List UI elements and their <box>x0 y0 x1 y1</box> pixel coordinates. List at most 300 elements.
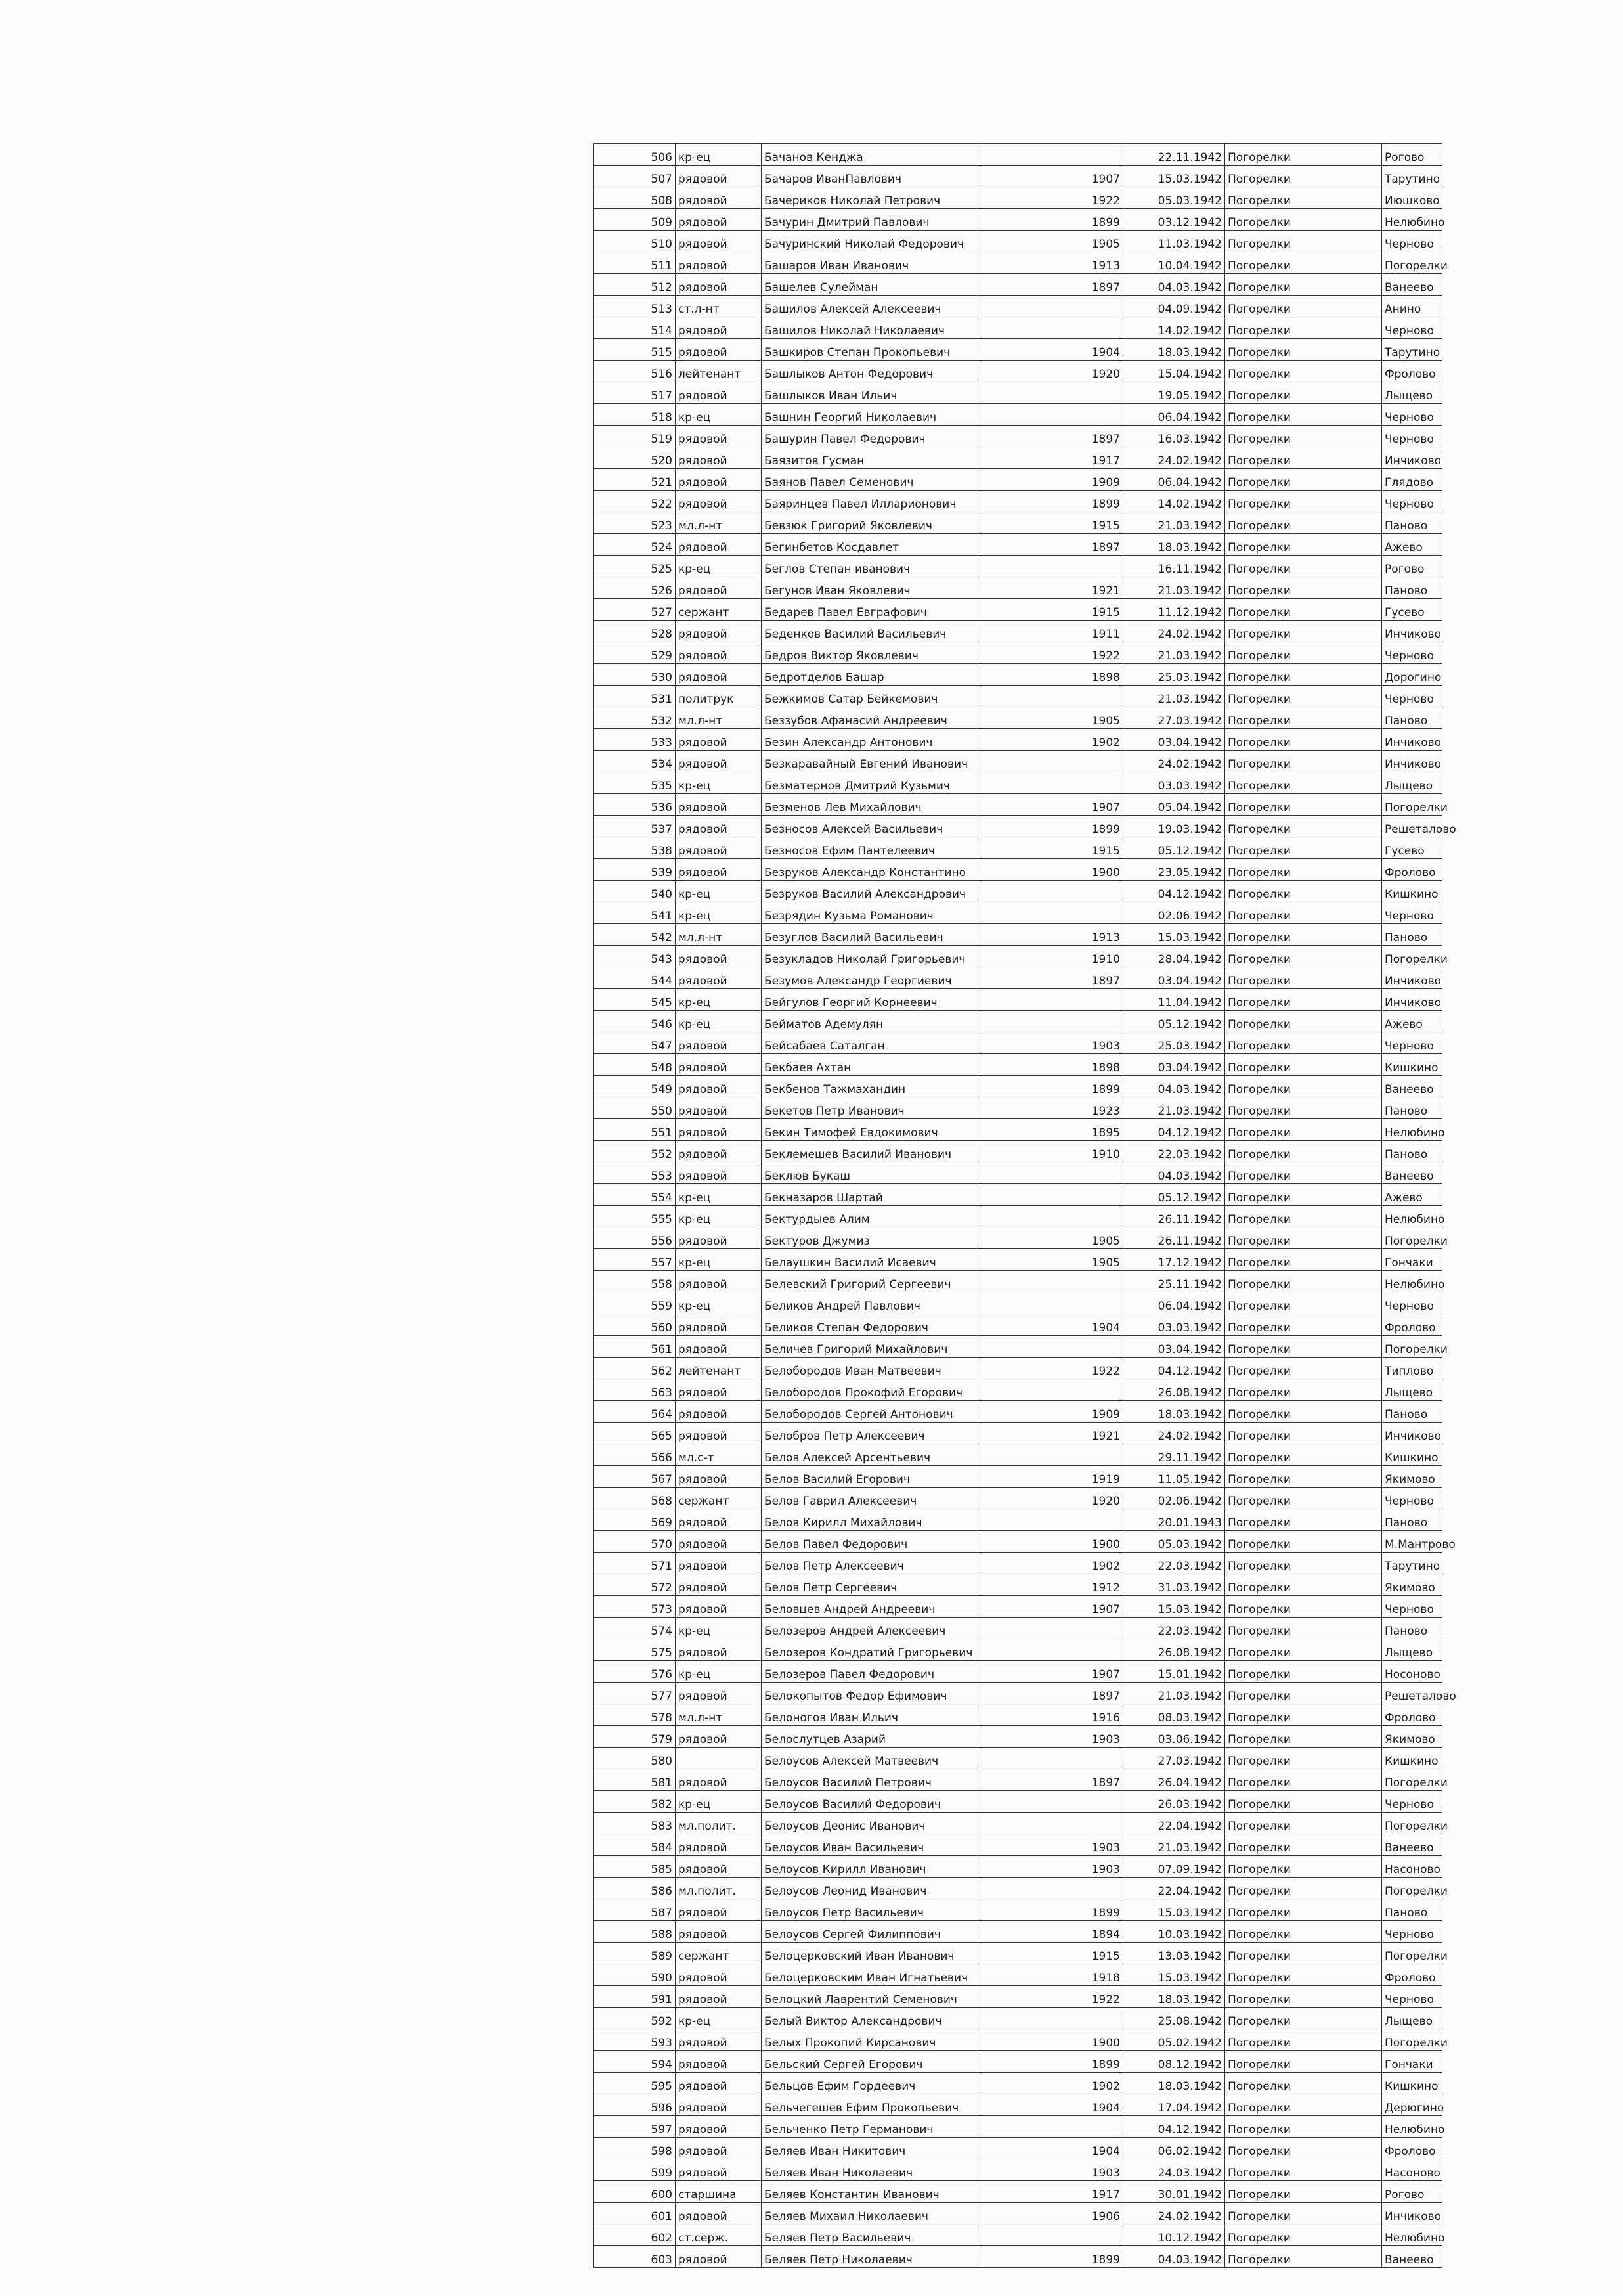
birth-year-cell <box>978 686 1123 707</box>
table-row <box>594 1292 1442 1314</box>
burial-place-cell: Погорелки <box>1225 187 1382 209</box>
full-name-cell: Безкаравайный Евгений Иванович <box>762 751 978 772</box>
full-name-cell: Белобородов Прокофий Егорович <box>762 1379 978 1401</box>
row-number-cell: 584 <box>594 1834 676 1856</box>
table-row <box>594 1769 1442 1791</box>
burial-place-cell: Погорелки <box>1225 1813 1382 1834</box>
reburial-village-cell: М.Мантрово <box>1382 1531 1442 1553</box>
burial-place-cell: Погорелки <box>1225 1769 1382 1791</box>
military-rank-cell: кр-ец <box>676 1184 762 1206</box>
birth-year-cell <box>978 1011 1123 1032</box>
reburial-village-cell: Ванеево <box>1382 1162 1442 1184</box>
birth-year-cell: 1915 <box>978 837 1123 859</box>
table-row <box>594 1141 1442 1162</box>
death-date-cell: 28.04.1942 <box>1123 946 1225 967</box>
birth-year-cell: 1904 <box>978 1314 1123 1336</box>
birth-year-cell: 1922 <box>978 1986 1123 2008</box>
reburial-village-cell: Паново <box>1382 577 1442 599</box>
table-row <box>594 686 1442 707</box>
row-number-cell: 601 <box>594 2203 676 2224</box>
reburial-village-cell: Погорелки <box>1382 1813 1442 1834</box>
table-row <box>594 1553 1442 1574</box>
row-number-cell: 519 <box>594 426 676 447</box>
full-name-cell: Башкиров Степан Прокопьевич <box>762 339 978 361</box>
death-date-cell: 22.03.1942 <box>1123 1141 1225 1162</box>
full-name-cell: Безрядин Кузьма Романович <box>762 902 978 924</box>
military-rank-cell: рядовой <box>676 469 762 491</box>
birth-year-cell: 1916 <box>978 1704 1123 1726</box>
table-row <box>594 1314 1442 1336</box>
table-row <box>594 729 1442 751</box>
death-date-cell: 14.02.1942 <box>1123 491 1225 512</box>
full-name-cell: Безменов Лев Михайлович <box>762 794 978 816</box>
table-row <box>594 2246 1442 2268</box>
burial-place-cell: Погорелки <box>1225 1899 1382 1921</box>
table-row <box>594 1639 1442 1661</box>
military-rank-cell: рядовой <box>676 837 762 859</box>
military-rank-cell: рядовой <box>676 2029 762 2051</box>
birth-year-cell: 1909 <box>978 1401 1123 1423</box>
burial-place-cell: Погорелки <box>1225 2073 1382 2094</box>
death-date-cell: 15.01.1942 <box>1123 1661 1225 1683</box>
row-number-cell: 582 <box>594 1791 676 1813</box>
table-row <box>594 1943 1442 1964</box>
death-date-cell: 04.12.1942 <box>1123 1119 1225 1141</box>
military-rank-cell: рядовой <box>676 252 762 274</box>
full-name-cell: Беззубов Афанасий Андреевич <box>762 707 978 729</box>
reburial-village-cell: Паново <box>1382 1401 1442 1423</box>
row-number-cell: 594 <box>594 2051 676 2073</box>
full-name-cell: Белобров Петр Алексеевич <box>762 1423 978 1444</box>
military-rank-cell <box>676 1748 762 1769</box>
death-date-cell: 05.12.1942 <box>1123 1011 1225 1032</box>
death-date-cell: 04.03.1942 <box>1123 1076 1225 1097</box>
birth-year-cell: 1905 <box>978 1249 1123 1271</box>
reburial-village-cell: Кишкино <box>1382 1054 1442 1076</box>
row-number-cell: 524 <box>594 534 676 556</box>
table-row <box>594 1119 1442 1141</box>
burial-place-cell: Погорелки <box>1225 1878 1382 1899</box>
reburial-village-cell: Погорелки <box>1382 252 1442 274</box>
full-name-cell: Безруков Василий Александрович <box>762 881 978 902</box>
row-number-cell: 517 <box>594 382 676 404</box>
full-name-cell: Белевский Григорий Сергеевич <box>762 1271 978 1292</box>
birth-year-cell: 1899 <box>978 2246 1123 2268</box>
table-row <box>594 2008 1442 2029</box>
table-row <box>594 1596 1442 1618</box>
birth-year-cell: 1917 <box>978 447 1123 469</box>
reburial-village-cell: Фролово <box>1382 1704 1442 1726</box>
birth-year-cell <box>978 1184 1123 1206</box>
burial-place-cell: Погорелки <box>1225 1466 1382 1488</box>
row-number-cell: 529 <box>594 642 676 664</box>
table-row <box>594 816 1442 837</box>
military-rank-cell: кр-ец <box>676 556 762 577</box>
full-name-cell: Бекбенов Тажмахандин <box>762 1076 978 1097</box>
reburial-village-cell: Инчиково <box>1382 621 1442 642</box>
reburial-village-cell: Лыщево <box>1382 382 1442 404</box>
full-name-cell: Безуглов Василий Васильевич <box>762 924 978 946</box>
death-date-cell: 05.02.1942 <box>1123 2029 1225 2051</box>
birth-year-cell: 1921 <box>978 1423 1123 1444</box>
table-row <box>594 1358 1442 1379</box>
reburial-village-cell: Якимово <box>1382 1466 1442 1488</box>
burial-place-cell: Погорелки <box>1225 2246 1382 2268</box>
burial-place-cell: Погорелки <box>1225 924 1382 946</box>
table-row <box>594 1791 1442 1813</box>
burial-place-cell: Погорелки <box>1225 1162 1382 1184</box>
table-row <box>594 1531 1442 1553</box>
birth-year-cell: 1899 <box>978 209 1123 231</box>
military-rank-cell: кр-ец <box>676 404 762 426</box>
burial-place-cell: Погорелки <box>1225 2181 1382 2203</box>
death-date-cell: 05.12.1942 <box>1123 837 1225 859</box>
birth-year-cell: 1897 <box>978 1769 1123 1791</box>
death-date-cell: 04.03.1942 <box>1123 1162 1225 1184</box>
full-name-cell: Белоусов Петр Васильевич <box>762 1899 978 1921</box>
birth-year-cell <box>978 1748 1123 1769</box>
table-row <box>594 2029 1442 2051</box>
death-date-cell: 25.03.1942 <box>1123 664 1225 686</box>
death-date-cell: 03.06.1942 <box>1123 1726 1225 1748</box>
table-row <box>594 989 1442 1011</box>
death-date-cell: 25.11.1942 <box>1123 1271 1225 1292</box>
birth-year-cell: 1905 <box>978 707 1123 729</box>
reburial-village-cell: Фролово <box>1382 1964 1442 1986</box>
military-rank-cell: рядовой <box>676 1423 762 1444</box>
full-name-cell: Беляев Михаил Николаевич <box>762 2203 978 2224</box>
full-name-cell: Беляев Константин Иванович <box>762 2181 978 2203</box>
table-row <box>594 1054 1442 1076</box>
row-number-cell: 586 <box>594 1878 676 1899</box>
table-row <box>594 556 1442 577</box>
death-date-cell: 10.12.1942 <box>1123 2224 1225 2246</box>
death-date-cell: 04.12.1942 <box>1123 881 1225 902</box>
row-number-cell: 515 <box>594 339 676 361</box>
row-number-cell: 544 <box>594 967 676 989</box>
military-rank-cell: кр-ец <box>676 902 762 924</box>
row-number-cell: 579 <box>594 1726 676 1748</box>
burial-place-cell: Погорелки <box>1225 1336 1382 1358</box>
reburial-village-cell: Анино <box>1382 296 1442 317</box>
full-name-cell: Беклюв Букаш <box>762 1162 978 1184</box>
birth-year-cell: 1898 <box>978 1054 1123 1076</box>
death-date-cell: 03.04.1942 <box>1123 1054 1225 1076</box>
birth-year-cell: 1915 <box>978 599 1123 621</box>
military-rank-cell: рядовой <box>676 1596 762 1618</box>
row-number-cell: 533 <box>594 729 676 751</box>
register-rows <box>594 144 1456 2268</box>
reburial-village-cell: Тарутино <box>1382 339 1442 361</box>
reburial-village-cell: Черново <box>1382 902 1442 924</box>
full-name-cell: Белов Василий Егорович <box>762 1466 978 1488</box>
birth-year-cell <box>978 296 1123 317</box>
row-number-cell: 590 <box>594 1964 676 1986</box>
military-rank-cell: рядовой <box>676 1769 762 1791</box>
birth-year-cell: 1899 <box>978 2051 1123 2073</box>
row-number-cell: 531 <box>594 686 676 707</box>
death-date-cell: 26.11.1942 <box>1123 1227 1225 1249</box>
birth-year-cell: 1909 <box>978 469 1123 491</box>
birth-year-cell: 1897 <box>978 1683 1123 1704</box>
table-row <box>594 772 1442 794</box>
reburial-village-cell: Паново <box>1382 1141 1442 1162</box>
military-rank-cell: рядовой <box>676 1314 762 1336</box>
military-rank-cell: рядовой <box>676 1162 762 1184</box>
birth-year-cell <box>978 1206 1123 1227</box>
row-number-cell: 564 <box>594 1401 676 1423</box>
table-row <box>594 534 1442 556</box>
military-rank-cell: рядовой <box>676 187 762 209</box>
full-name-cell: Белоусов Василий Федорович <box>762 1791 978 1813</box>
reburial-village-cell: Гончаки <box>1382 1249 1442 1271</box>
birth-year-cell: 1903 <box>978 2159 1123 2181</box>
military-rank-cell: рядовой <box>676 1227 762 1249</box>
table-row <box>594 1162 1442 1184</box>
row-number-cell: 507 <box>594 166 676 187</box>
full-name-cell: Белозеров Кондратий Григорьевич <box>762 1639 978 1661</box>
reburial-village-cell: Погорелки <box>1382 1769 1442 1791</box>
table-row <box>594 1032 1442 1054</box>
military-rank-cell: кр-ец <box>676 1791 762 1813</box>
row-number-cell: 542 <box>594 924 676 946</box>
full-name-cell: Бекетов Петр Иванович <box>762 1097 978 1119</box>
full-name-cell: Безумов Александр Георгиевич <box>762 967 978 989</box>
table-row <box>594 404 1442 426</box>
military-rank-cell: ст.серж. <box>676 2224 762 2246</box>
military-rank-cell: кр-ец <box>676 772 762 794</box>
birth-year-cell: 1921 <box>978 577 1123 599</box>
birth-year-cell: 1917 <box>978 2181 1123 2203</box>
full-name-cell: Бедарев Павел Евграфович <box>762 599 978 621</box>
table-row <box>594 1964 1442 1986</box>
death-date-cell: 24.02.1942 <box>1123 1423 1225 1444</box>
table-row <box>594 2181 1442 2203</box>
death-date-cell: 11.04.1942 <box>1123 989 1225 1011</box>
reburial-village-cell: Ажево <box>1382 1011 1442 1032</box>
birth-year-cell <box>978 1444 1123 1466</box>
burial-place-cell: Погорелки <box>1225 1119 1382 1141</box>
death-date-cell: 08.12.1942 <box>1123 2051 1225 2073</box>
full-name-cell: Белобородов Сергей Антонович <box>762 1401 978 1423</box>
reburial-village-cell: Черново <box>1382 404 1442 426</box>
reburial-village-cell: Паново <box>1382 707 1442 729</box>
burial-place-cell: Погорелки <box>1225 1509 1382 1531</box>
table-row <box>594 1423 1442 1444</box>
row-number-cell: 555 <box>594 1206 676 1227</box>
reburial-village-cell: Рогово <box>1382 556 1442 577</box>
death-date-cell: 21.03.1942 <box>1123 1097 1225 1119</box>
row-number-cell: 550 <box>594 1097 676 1119</box>
military-rank-cell: мл.л-нт <box>676 512 762 534</box>
military-rank-cell: мл.с-т <box>676 1444 762 1466</box>
military-rank-cell: рядовой <box>676 1531 762 1553</box>
burial-place-cell: Погорелки <box>1225 512 1382 534</box>
full-name-cell: Баяринцев Павел Илларионович <box>762 491 978 512</box>
reburial-village-cell: Черново <box>1382 1986 1442 2008</box>
row-number-cell: 593 <box>594 2029 676 2051</box>
table-row <box>594 1336 1442 1358</box>
death-date-cell: 15.03.1942 <box>1123 166 1225 187</box>
burial-place-cell: Погорелки <box>1225 859 1382 881</box>
military-rank-cell: лейтенант <box>676 1358 762 1379</box>
reburial-village-cell: Гончаки <box>1382 2051 1442 2073</box>
table-row <box>594 1206 1442 1227</box>
table-row <box>594 296 1442 317</box>
row-number-cell: 576 <box>594 1661 676 1683</box>
row-number-cell: 511 <box>594 252 676 274</box>
burial-place-cell: Погорелки <box>1225 1141 1382 1162</box>
burial-place-cell: Погорелки <box>1225 772 1382 794</box>
death-date-cell: 04.09.1942 <box>1123 296 1225 317</box>
burial-place-cell: Погорелки <box>1225 166 1382 187</box>
reburial-village-cell: Ванеево <box>1382 2246 1442 2268</box>
reburial-village-cell: Якимово <box>1382 1574 1442 1596</box>
row-number-cell: 570 <box>594 1531 676 1553</box>
military-rank-cell: рядовой <box>676 1574 762 1596</box>
reburial-village-cell: Черново <box>1382 426 1442 447</box>
table-row <box>594 274 1442 296</box>
table-row <box>594 707 1442 729</box>
birth-year-cell: 1906 <box>978 2203 1123 2224</box>
death-date-cell: 03.12.1942 <box>1123 209 1225 231</box>
burial-place-cell: Погорелки <box>1225 1574 1382 1596</box>
table-row <box>594 1227 1442 1249</box>
table-row <box>594 1076 1442 1097</box>
reburial-village-cell: Рогово <box>1382 144 1442 166</box>
death-date-cell: 06.04.1942 <box>1123 469 1225 491</box>
row-number-cell: 547 <box>594 1032 676 1054</box>
military-rank-cell: кр-ец <box>676 989 762 1011</box>
row-number-cell: 599 <box>594 2159 676 2181</box>
table-row <box>594 1488 1442 1509</box>
death-date-cell: 19.03.1942 <box>1123 816 1225 837</box>
table-row <box>594 1899 1442 1921</box>
birth-year-cell: 1922 <box>978 1358 1123 1379</box>
table-row <box>594 469 1442 491</box>
full-name-cell: Бачериков Николай Петрович <box>762 187 978 209</box>
burial-place-cell: Погорелки <box>1225 426 1382 447</box>
death-date-cell: 06.04.1942 <box>1123 1292 1225 1314</box>
full-name-cell: Белов Павел Федорович <box>762 1531 978 1553</box>
burial-place-cell: Погорелки <box>1225 837 1382 859</box>
row-number-cell: 534 <box>594 751 676 772</box>
military-rank-cell: сержант <box>676 1943 762 1964</box>
reburial-village-cell: Инчиково <box>1382 989 1442 1011</box>
death-date-cell: 20.01.1943 <box>1123 1509 1225 1531</box>
death-date-cell: 04.12.1942 <box>1123 2116 1225 2138</box>
reburial-village-cell: Рогово <box>1382 2181 1442 2203</box>
table-row <box>594 209 1442 231</box>
full-name-cell: Бевзюк Григорий Яковлевич <box>762 512 978 534</box>
reburial-village-cell: Нелюбино <box>1382 1119 1442 1141</box>
death-date-cell: 13.03.1942 <box>1123 1943 1225 1964</box>
row-number-cell: 543 <box>594 946 676 967</box>
death-date-cell: 24.03.1942 <box>1123 2159 1225 2181</box>
table-row <box>594 1379 1442 1401</box>
reburial-village-cell: Черново <box>1382 1488 1442 1509</box>
death-date-cell: 18.03.1942 <box>1123 2073 1225 2094</box>
reburial-village-cell: Кишкино <box>1382 881 1442 902</box>
reburial-village-cell: Ванеево <box>1382 1076 1442 1097</box>
row-number-cell: 577 <box>594 1683 676 1704</box>
full-name-cell: Белокопытов Федор Ефимович <box>762 1683 978 1704</box>
table-row <box>594 664 1442 686</box>
military-rank-cell: рядовой <box>676 2051 762 2073</box>
table-row <box>594 881 1442 902</box>
reburial-village-cell: Погорелки <box>1382 2029 1442 2051</box>
birth-year-cell: 1897 <box>978 534 1123 556</box>
military-rank-cell: рядовой <box>676 382 762 404</box>
burial-place-cell: Погорелки <box>1225 1011 1382 1032</box>
full-name-cell: Белоцерковским Иван Игнатьевич <box>762 1964 978 1986</box>
row-number-cell: 558 <box>594 1271 676 1292</box>
row-number-cell: 575 <box>594 1639 676 1661</box>
reburial-village-cell: Ажево <box>1382 534 1442 556</box>
military-rank-cell: старшина <box>676 2181 762 2203</box>
birth-year-cell: 1907 <box>978 1661 1123 1683</box>
full-name-cell: Белоногов Иван Ильич <box>762 1704 978 1726</box>
reburial-village-cell: Фролово <box>1382 361 1442 382</box>
reburial-village-cell: Черново <box>1382 1596 1442 1618</box>
burial-place-cell: Погорелки <box>1225 1596 1382 1618</box>
reburial-village-cell: Решеталово <box>1382 1683 1442 1704</box>
reburial-village-cell: Инчиково <box>1382 2203 1442 2224</box>
table-row <box>594 599 1442 621</box>
death-date-cell: 15.03.1942 <box>1123 1596 1225 1618</box>
reburial-village-cell: Типлово <box>1382 1358 1442 1379</box>
full-name-cell: Баязитов Гусман <box>762 447 978 469</box>
birth-year-cell <box>978 881 1123 902</box>
birth-year-cell: 1904 <box>978 2094 1123 2116</box>
birth-year-cell: 1913 <box>978 252 1123 274</box>
full-name-cell: Безматернов Дмитрий Кузьмич <box>762 772 978 794</box>
full-name-cell: Башилов Николай Николаевич <box>762 317 978 339</box>
death-date-cell: 24.02.1942 <box>1123 621 1225 642</box>
birth-year-cell <box>978 144 1123 166</box>
military-rank-cell: кр-ец <box>676 1011 762 1032</box>
reburial-village-cell: Гусево <box>1382 837 1442 859</box>
reburial-village-cell: Черново <box>1382 686 1442 707</box>
table-row <box>594 144 1442 166</box>
death-date-cell: 03.03.1942 <box>1123 772 1225 794</box>
reburial-village-cell: Дерюгино <box>1382 2094 1442 2116</box>
reburial-village-cell: Инчиково <box>1382 751 1442 772</box>
reburial-village-cell: Фролово <box>1382 2138 1442 2159</box>
full-name-cell: Бежкимов Сатар Бейкемович <box>762 686 978 707</box>
reburial-village-cell: Инчиково <box>1382 447 1442 469</box>
row-number-cell: 530 <box>594 664 676 686</box>
table-row <box>594 946 1442 967</box>
death-date-cell: 05.03.1942 <box>1123 187 1225 209</box>
birth-year-cell: 1903 <box>978 1834 1123 1856</box>
burial-place-cell: Погорелки <box>1225 1704 1382 1726</box>
burial-place-cell: Погорелки <box>1225 1444 1382 1466</box>
burial-place-cell: Погорелки <box>1225 1553 1382 1574</box>
reburial-village-cell: Погорелки <box>1382 1878 1442 1899</box>
reburial-village-cell: Кишкино <box>1382 1444 1442 1466</box>
military-rank-cell: рядовой <box>676 1553 762 1574</box>
birth-year-cell: 1918 <box>978 1964 1123 1986</box>
burial-place-cell: Погорелки <box>1225 2029 1382 2051</box>
row-number-cell: 602 <box>594 2224 676 2246</box>
burial-place-cell: Погорелки <box>1225 642 1382 664</box>
row-number-cell: 539 <box>594 859 676 881</box>
burial-place-cell: Погорелки <box>1225 1249 1382 1271</box>
row-number-cell: 578 <box>594 1704 676 1726</box>
row-number-cell: 537 <box>594 816 676 837</box>
death-date-cell: 21.03.1942 <box>1123 1683 1225 1704</box>
